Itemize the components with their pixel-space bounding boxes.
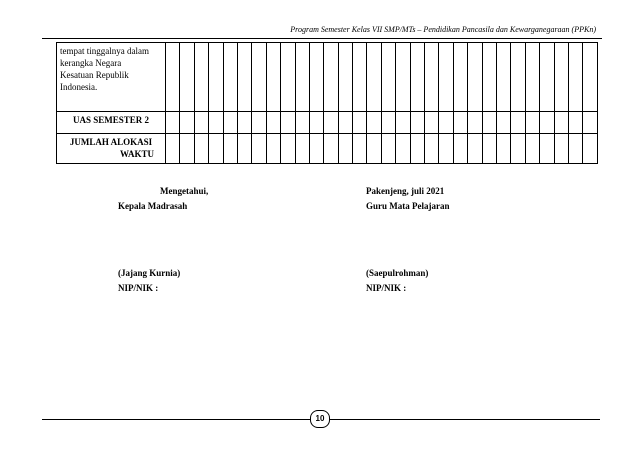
grid-cell (223, 43, 237, 112)
jumlah-alokasi-cell (57, 134, 166, 164)
grid-cell (223, 112, 237, 134)
grid-cell (381, 134, 395, 164)
sig-right-role: Guru Mata Pelajaran (366, 201, 450, 211)
grid-cell (309, 43, 323, 112)
grid-cell (554, 43, 568, 112)
grid-cell (266, 112, 280, 134)
grid-cell (295, 43, 309, 112)
grid-cell (496, 112, 510, 134)
uas-semester-label: UAS SEMESTER 2 (57, 112, 166, 134)
grid-cell (353, 134, 367, 164)
page-number: 10 (310, 410, 330, 428)
sig-right-name: (Saepulrohman) (366, 268, 429, 278)
grid-cell (410, 43, 424, 112)
grid-cell (425, 112, 439, 134)
grid-cell (166, 43, 180, 112)
grid-cell (309, 112, 323, 134)
grid-cell (540, 112, 554, 134)
grid-cell (381, 112, 395, 134)
grid-cell (482, 43, 496, 112)
table-row (57, 43, 598, 112)
grid-cell (482, 112, 496, 134)
grid-cell (396, 112, 410, 134)
grid-cell (194, 112, 208, 134)
competency-line: Kesatuan Republik (60, 70, 129, 80)
grid-cell (266, 134, 280, 164)
footer-divider-left (42, 419, 310, 420)
grid-cell (496, 134, 510, 164)
jumlah-alokasi-line2: WAKTU (119, 149, 154, 159)
grid-cell (295, 134, 309, 164)
grid-cell (583, 134, 598, 164)
grid-cell (367, 112, 381, 134)
table-row (57, 134, 598, 164)
grid-cell (568, 112, 582, 134)
grid-cell (468, 112, 482, 134)
grid-cell (496, 43, 510, 112)
grid-cell (252, 134, 266, 164)
grid-cell (209, 43, 223, 112)
grid-cell (367, 134, 381, 164)
grid-cell (410, 134, 424, 164)
grid-cell (540, 134, 554, 164)
grid-cell (453, 112, 467, 134)
grid-cell (568, 43, 582, 112)
grid-cell (583, 112, 598, 134)
grid-cell (353, 43, 367, 112)
grid-cell (468, 134, 482, 164)
grid-cell (324, 134, 338, 164)
grid-cell (439, 134, 453, 164)
grid-cell (223, 134, 237, 164)
grid-cell (338, 112, 352, 134)
grid-cell (554, 134, 568, 164)
grid-cell (295, 112, 309, 134)
table-row (57, 112, 598, 134)
grid-cell (237, 112, 251, 134)
program-semester-table (56, 42, 598, 164)
grid-cell (482, 134, 496, 164)
competency-line: kerangka Negara (60, 58, 122, 68)
competency-cell (57, 43, 166, 112)
grid-cell (381, 43, 395, 112)
sig-left-heading: Mengetahui, (160, 186, 209, 196)
grid-cell (324, 112, 338, 134)
grid-cell (180, 112, 194, 134)
grid-cell (396, 43, 410, 112)
grid-cell (237, 134, 251, 164)
grid-cell (338, 43, 352, 112)
grid-cell (525, 134, 539, 164)
grid-cell (468, 43, 482, 112)
grid-cell (166, 112, 180, 134)
grid-cell (540, 43, 554, 112)
grid-cell (194, 134, 208, 164)
grid-cell (266, 43, 280, 112)
grid-cell (439, 112, 453, 134)
sig-left-name: (Jajang Kurnia) (118, 268, 181, 278)
page-header-title: Program Semester Kelas VII SMP/MTs – Pendidikan Pancasila dan Kewarganegaraan (PPKn) (290, 25, 596, 34)
grid-cell (583, 43, 598, 112)
grid-cell (410, 112, 424, 134)
grid-cell (281, 43, 295, 112)
grid-cell (209, 112, 223, 134)
grid-cell (237, 43, 251, 112)
grid-cell (525, 112, 539, 134)
grid-cell (396, 134, 410, 164)
grid-cell (367, 43, 381, 112)
grid-cell (453, 43, 467, 112)
grid-cell (252, 43, 266, 112)
header-divider (42, 38, 602, 39)
competency-line: tempat tinggalnya dalam (60, 46, 149, 56)
grid-cell (554, 112, 568, 134)
grid-cell (252, 112, 266, 134)
grid-cell (180, 134, 194, 164)
grid-cell (511, 112, 525, 134)
jumlah-alokasi-line1: JUMLAH ALOKASI (69, 137, 153, 147)
grid-cell (511, 134, 525, 164)
grid-cell (568, 134, 582, 164)
grid-cell (166, 134, 180, 164)
grid-cell (453, 134, 467, 164)
grid-cell (281, 112, 295, 134)
sig-right-nip: NIP/NIK : (366, 283, 407, 293)
grid-cell (324, 43, 338, 112)
sig-left-role: Kepala Madrasah (118, 201, 188, 211)
grid-cell (309, 134, 323, 164)
grid-cell (353, 112, 367, 134)
grid-cell (439, 43, 453, 112)
grid-cell (281, 134, 295, 164)
grid-cell (425, 134, 439, 164)
grid-cell (194, 43, 208, 112)
footer-divider-right (328, 419, 600, 420)
sig-left-nip: NIP/NIK : (118, 283, 159, 293)
grid-cell (209, 134, 223, 164)
grid-cell (338, 134, 352, 164)
sig-right-place-date: Pakenjeng, juli 2021 (366, 186, 445, 196)
grid-cell (425, 43, 439, 112)
competency-line: Indonesia. (60, 82, 98, 92)
grid-cell (525, 43, 539, 112)
grid-cell (511, 43, 525, 112)
grid-cell (180, 43, 194, 112)
